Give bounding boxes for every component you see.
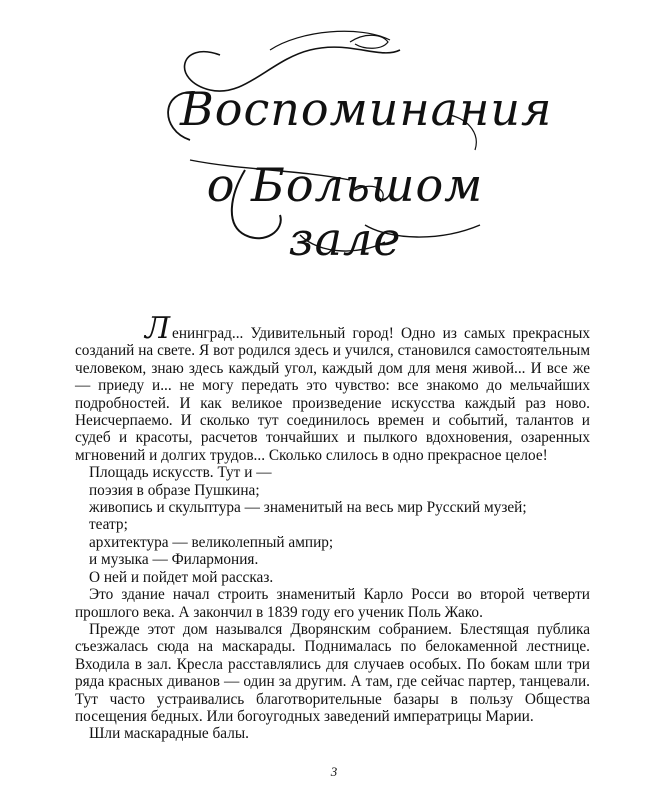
paragraph-opening bbox=[75, 311, 590, 464]
list-line: О ней и пойдет мой рассказ. bbox=[89, 568, 274, 586]
list-line: поэзия в образе Пушкина; bbox=[89, 481, 260, 499]
list-line: Площадь искусств. Тут и — bbox=[89, 464, 272, 482]
list-line: архитектура — великолепный ампир; bbox=[89, 533, 334, 551]
page-number: 3 bbox=[330, 764, 338, 779]
article-text bbox=[75, 311, 590, 743]
paragraph-1-text: енинград... Удивительный город! Одно из самых прекрасных созданий на свете. Я вот родился здесь и учился, становился самостоятельным человеком, знаю здесь каждый угол, каждый дом для меня живой... И все же — приеду и... не могу передать это чувство: все знакомо до мельчайших подробностей. И как великое произведение искусства каждый раз ново. Неисчерпаемо. И сколько тут соединилось времен и событий, талантов и судеб и красоты, расчетов тончайших и пылкого вдохновения, озаренных мгновений и долгих трудов... Сколько слилось в одно прекрасное целое! bbox=[75, 325, 590, 464]
paragraph-2: Это здание начал строить знаменитый Карло Росси во второй четверти прошлого века. А закончил в 1839 году его ученик Поль Жако. bbox=[75, 586, 590, 621]
paragraph-3: Прежде этот дом назывался Дворянским собранием. Блестящая публика съезжалась сюда на маскарады. Поднималась по белокаменной лестнице. Входила в зал. Кресла расставлялись для случаев особых. По бокам шли три ряда красных диванов — один за другим. А там, где сейчас партер, танцевали. Тут часто устраивались благотворительные базары в пользу Общества посещения бедных. Или богоугодных заведений императрицы Марии. bbox=[75, 620, 590, 725]
list-line: живопись и скульптура — знаменитый на весь мир Русский музей; bbox=[89, 499, 527, 517]
list-line: театр; bbox=[89, 516, 128, 534]
title-line-2: о Большом зале bbox=[206, 158, 484, 266]
drop-cap: Л bbox=[145, 311, 171, 346]
title-line-1: Воспоминания bbox=[180, 82, 553, 136]
list-line: и музыка — Филармония. bbox=[89, 551, 259, 569]
paragraph-4: Шли маскарадные балы. bbox=[89, 725, 249, 743]
calligraphic-title bbox=[150, 20, 553, 270]
